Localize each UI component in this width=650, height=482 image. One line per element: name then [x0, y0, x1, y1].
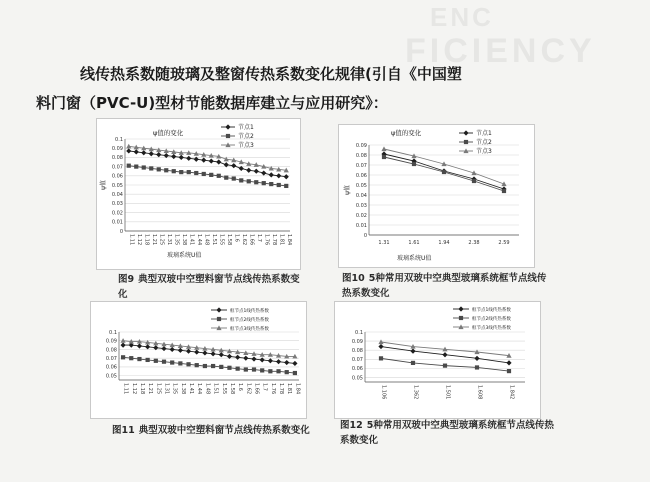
x-tick-label: 1.362 — [412, 385, 419, 400]
x-tick-label: 1.76 — [263, 234, 270, 246]
x-tick-label: 2.38 — [468, 240, 480, 246]
x-tick-label: 1.25 — [155, 383, 162, 395]
legend-label: 框节点3线传热系数 — [472, 326, 511, 331]
figure-12-caption-text: 5种常用双玻中空典型玻璃系统框节点线传热系数变化 — [340, 420, 554, 446]
data-point — [217, 174, 221, 178]
data-point — [194, 171, 198, 175]
data-point — [121, 355, 125, 359]
data-point — [239, 178, 243, 182]
figure-10-caption — [342, 271, 552, 301]
x-tick-label: 1.55 — [220, 383, 227, 395]
data-point — [178, 361, 182, 365]
x-tick-label: 1.48 — [203, 234, 210, 246]
y-tick-label: 0.01 — [355, 222, 367, 229]
data-point — [243, 356, 248, 361]
data-point — [187, 170, 191, 174]
data-point — [378, 344, 383, 349]
data-point — [162, 360, 166, 364]
data-point — [381, 146, 386, 151]
data-point — [149, 166, 153, 170]
y-tick-label: 0.07 — [355, 162, 367, 169]
data-point — [209, 158, 214, 163]
data-point — [170, 360, 174, 364]
legend-label: 框节点1线传热系数 — [472, 308, 511, 313]
data-point — [293, 371, 297, 375]
x-tick-label: 1.41 — [188, 383, 195, 395]
x-tick-label: 1.7 — [255, 234, 262, 242]
data-point — [247, 179, 251, 183]
x-tick-label: 1.31 — [163, 383, 170, 395]
data-point — [506, 360, 511, 365]
data-point — [254, 180, 258, 184]
data-point — [382, 155, 386, 159]
x-tick-label: 1.18 — [143, 234, 150, 246]
y-tick-label: 0.09 — [111, 146, 123, 152]
data-point — [474, 356, 479, 361]
x-axis-label: 玻璃系统U值 — [397, 255, 432, 262]
chart-title: ψ值的变化 — [153, 129, 184, 137]
figure-10-plot — [339, 125, 534, 267]
data-point — [292, 361, 297, 366]
legend-marker — [225, 124, 230, 129]
data-point — [172, 169, 176, 173]
x-tick-label: 1.81 — [278, 234, 285, 246]
x-tick-label: 1.51 — [212, 383, 219, 395]
x-tick-label: 1.25 — [158, 234, 165, 246]
legend-marker — [226, 134, 230, 138]
data-point — [502, 189, 506, 193]
y-tick-label: 0.1 — [109, 329, 117, 336]
figure-12-chart — [334, 301, 541, 419]
legend-marker — [464, 140, 468, 144]
data-point — [411, 361, 415, 365]
x-tick-label: 1.94 — [438, 240, 450, 246]
data-point — [284, 174, 289, 179]
y-tick-label: 0.09 — [355, 142, 367, 149]
x-tick-label: 1.6 — [237, 383, 244, 391]
x-tick-label: 1.12 — [135, 234, 142, 246]
figure-10-chart — [338, 124, 535, 268]
data-point — [472, 179, 476, 183]
data-point — [211, 364, 215, 368]
data-point — [254, 169, 259, 174]
data-point — [475, 365, 479, 369]
figure-11-caption-text: 典型双玻中空塑料窗节点线传热系数变化 — [138, 425, 310, 436]
data-point — [137, 343, 142, 348]
x-tick-label: 1.62 — [245, 383, 252, 395]
data-point — [276, 359, 281, 364]
heading-line-2: 料门窗（PVC-U)型材节能数据库建立与应用研究》： — [36, 94, 388, 112]
data-point — [179, 170, 183, 174]
data-point — [157, 167, 161, 171]
bleed-through-text-1: ENC — [430, 2, 494, 32]
x-axis-label: 玻璃系统U值 — [167, 252, 202, 259]
data-point — [145, 344, 150, 349]
y-tick-label: 0.05 — [105, 373, 117, 380]
data-point — [178, 348, 183, 353]
y-tick-label: 0 — [119, 228, 123, 235]
data-point — [129, 356, 133, 360]
y-tick-label: 0.02 — [111, 210, 123, 217]
x-tick-label: 1.76 — [269, 383, 276, 395]
figure-12-caption — [340, 418, 555, 448]
x-tick-label: 1.51 — [210, 234, 217, 246]
data-point — [231, 163, 236, 168]
data-point — [227, 366, 231, 370]
data-point — [379, 356, 383, 360]
data-point — [262, 181, 266, 185]
data-point — [507, 369, 511, 373]
figure-11-plot — [91, 302, 306, 418]
x-tick-label: 1.61 — [408, 240, 420, 246]
x-tick-label: 1.21 — [147, 383, 154, 395]
data-point — [186, 156, 191, 161]
data-point — [410, 348, 415, 353]
data-point — [277, 183, 281, 187]
data-point — [134, 149, 139, 154]
data-point — [137, 357, 141, 361]
data-point — [134, 165, 138, 169]
legend-label: 节点2 — [238, 133, 254, 140]
data-point — [209, 173, 213, 177]
legend-label: 节点1 — [238, 124, 254, 131]
y-axis-label: ψ值 — [344, 185, 351, 195]
x-tick-label: 1.66 — [248, 234, 255, 246]
data-point — [161, 346, 166, 351]
x-tick-label: 1.31 — [378, 240, 390, 246]
y-tick-label: 0.09 — [351, 338, 363, 345]
bleed-through-text-2: FICIENCY — [405, 32, 596, 70]
heading-line-1: 线传热系数随玻璃及整窗传热系数变化规律(引自《中国塑 — [80, 65, 462, 83]
data-point — [412, 162, 416, 166]
legend-marker — [463, 130, 468, 135]
data-point — [268, 358, 273, 363]
data-point — [246, 168, 251, 173]
y-tick-label: 0.08 — [105, 347, 117, 354]
x-tick-label: 1.66 — [253, 383, 260, 395]
y-tick-label: 0.06 — [355, 172, 367, 179]
x-tick-label: 1.41 — [188, 234, 195, 246]
data-point — [203, 364, 207, 368]
data-point — [179, 155, 184, 160]
figure-9-plot — [97, 119, 300, 269]
y-tick-label: 0.07 — [351, 357, 363, 364]
data-point — [141, 150, 146, 155]
legend-marker — [217, 317, 221, 321]
x-tick-label: 1.84 — [285, 234, 292, 246]
x-tick-label: 1.11 — [128, 234, 135, 246]
data-point — [276, 173, 281, 178]
y-axis-label: ψ值 — [100, 180, 107, 190]
y-tick-label: 0.03 — [355, 202, 367, 209]
x-tick-label: 1.84 — [294, 383, 301, 395]
data-point — [156, 152, 161, 157]
data-point — [194, 349, 199, 354]
data-point — [126, 144, 131, 149]
data-point — [224, 176, 228, 180]
data-point — [216, 159, 221, 164]
y-tick-label: 0.02 — [355, 212, 367, 219]
data-point — [443, 364, 447, 368]
data-point — [276, 369, 280, 373]
y-tick-label: 0.07 — [111, 164, 123, 171]
data-point — [146, 358, 150, 362]
x-tick-label: 1.78 — [270, 234, 277, 246]
x-tick-label: 1.62 — [240, 234, 247, 246]
data-point — [154, 359, 158, 363]
legend-label: 框节点2线传热系数 — [472, 317, 511, 322]
chart-title: ψ值的变化 — [391, 129, 422, 137]
data-point — [201, 158, 206, 163]
figure-12-plot — [335, 302, 540, 418]
data-point — [219, 352, 224, 357]
x-tick-label: 1.35 — [173, 234, 180, 246]
x-tick-label: 1.11 — [122, 383, 129, 395]
x-tick-label: 1.58 — [228, 383, 235, 395]
figure-11-caption — [112, 423, 312, 438]
data-point — [252, 367, 256, 371]
x-tick-label: 1.6 — [233, 234, 240, 242]
y-tick-label: 0.03 — [111, 201, 123, 208]
x-tick-label: 1.31 — [165, 234, 172, 246]
legend-label: 节点2 — [476, 139, 492, 146]
data-point — [232, 176, 236, 180]
x-tick-label: 1.18 — [138, 383, 145, 395]
y-tick-label: 0.01 — [111, 219, 123, 226]
data-point — [127, 164, 131, 168]
data-point — [186, 362, 190, 366]
x-tick-label: 1.81 — [286, 383, 293, 395]
data-point — [236, 367, 240, 371]
legend-label: 节点1 — [476, 130, 492, 137]
x-tick-label: 1.106 — [380, 385, 387, 400]
y-tick-label: 0.06 — [111, 173, 123, 180]
data-point — [269, 172, 274, 177]
y-tick-label: 0.06 — [351, 366, 363, 373]
y-tick-label: 0.08 — [355, 152, 367, 159]
legend-marker — [216, 307, 221, 312]
data-point — [269, 182, 273, 186]
x-tick-label: 1.501 — [444, 385, 451, 400]
legend-marker — [459, 316, 463, 320]
x-tick-label: 1.21 — [150, 234, 157, 246]
x-tick-label: 1.842 — [508, 385, 515, 400]
x-tick-label: 2.59 — [498, 240, 510, 246]
legend-marker — [458, 306, 463, 311]
y-tick-label: 0.06 — [105, 364, 117, 371]
data-point — [261, 170, 266, 175]
x-tick-label: 1.7 — [261, 383, 268, 391]
figure-9-chart — [96, 118, 301, 270]
figure-12-number: 图12 — [340, 420, 363, 431]
data-point — [219, 365, 223, 369]
legend-label: 框节点1线传热系数 — [230, 309, 269, 314]
data-point — [149, 151, 154, 156]
y-tick-label: 0.05 — [111, 182, 123, 189]
data-point — [171, 154, 176, 159]
data-point — [442, 170, 446, 174]
legend-label: 节点3 — [476, 148, 492, 155]
legend-label: 节点3 — [238, 142, 254, 149]
figure-11-number: 图11 — [112, 425, 135, 436]
x-tick-label: 1.44 — [196, 383, 203, 395]
x-tick-label: 1.55 — [218, 234, 225, 246]
data-point — [142, 165, 146, 169]
y-tick-label: 0.1 — [355, 329, 363, 336]
x-tick-label: 1.44 — [195, 234, 202, 246]
data-point — [202, 350, 207, 355]
y-tick-label: 0.1 — [115, 136, 123, 143]
figure-10-number: 图10 — [342, 273, 365, 284]
data-point — [235, 355, 240, 360]
figure-9-caption — [118, 272, 308, 302]
y-tick-label: 0.04 — [111, 192, 123, 198]
data-point — [284, 360, 289, 365]
data-point — [378, 339, 383, 344]
data-point — [202, 172, 206, 176]
figure-9-caption-text: 典型双玻中空塑料窗节点线传热系数变化 — [118, 274, 300, 300]
x-tick-label: 1.35 — [171, 383, 178, 395]
x-tick-label: 1.38 — [179, 383, 186, 395]
y-tick-label: 0.07 — [105, 355, 117, 362]
x-tick-label: 1.48 — [204, 383, 211, 395]
figure-11-chart — [90, 301, 307, 419]
figure-10-caption-text: 5种常用双玻中空典型玻璃系统框节点线传热系数变化 — [342, 273, 547, 299]
data-point — [244, 367, 248, 371]
data-point — [164, 168, 168, 172]
x-tick-label: 1.12 — [130, 383, 137, 395]
y-tick-label: 0.09 — [105, 338, 117, 345]
legend-label: 框节点2线传热系数 — [230, 318, 269, 323]
data-point — [251, 356, 256, 361]
data-point — [126, 148, 131, 153]
y-tick-label: 0.04 — [355, 192, 367, 199]
data-point — [284, 184, 288, 188]
y-tick-label: 0.08 — [351, 347, 363, 354]
x-tick-label: 1.38 — [180, 234, 187, 246]
data-point — [120, 342, 125, 347]
data-point — [285, 370, 289, 374]
y-tick-label: 0 — [363, 232, 367, 239]
y-tick-label: 0.05 — [355, 182, 367, 189]
data-point — [260, 368, 264, 372]
y-tick-label: 0.08 — [111, 155, 123, 162]
x-tick-label: 1.608 — [476, 385, 483, 400]
data-point — [210, 351, 215, 356]
y-tick-label: 0.05 — [351, 375, 363, 382]
data-point — [195, 363, 199, 367]
x-tick-label: 1.58 — [225, 234, 232, 246]
figure-9-number: 图9 — [118, 274, 135, 285]
data-point — [268, 369, 272, 373]
data-point — [442, 352, 447, 357]
x-tick-label: 1.78 — [278, 383, 285, 395]
legend-label: 框节点3线传热系数 — [230, 327, 269, 332]
data-point — [170, 347, 175, 352]
